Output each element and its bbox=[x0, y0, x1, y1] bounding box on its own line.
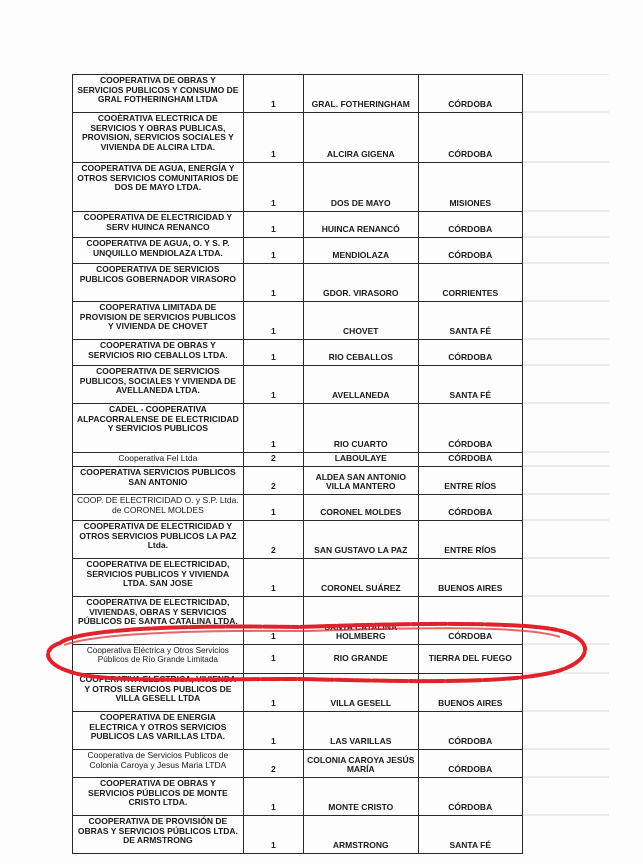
table-row bbox=[73, 75, 523, 113]
cooperative-name-cell: COOPERATIVA DE SERVICIOS PUBLICOS GOBERNADOR VIRASORO bbox=[73, 264, 244, 302]
table-row bbox=[73, 113, 523, 163]
cooperative-name-cell: COOPERATIVA DE ELECTRICIDAD, SERVICIOS PUBLICOS Y VIVIENDA LTDA. SAN JOSE bbox=[73, 559, 244, 597]
table-row bbox=[73, 340, 523, 366]
cooperatives-table bbox=[72, 74, 523, 854]
table-row bbox=[73, 521, 523, 559]
cooperative-name-cell: COOPERATIVA SERVICIOS PUBLICOS SAN ANTONIO bbox=[73, 467, 244, 495]
locality-cell: AVELLANEDA bbox=[304, 366, 419, 404]
quantity-cell: 1 bbox=[243, 212, 303, 238]
table-row bbox=[73, 366, 523, 404]
quantity-cell: 1 bbox=[243, 163, 303, 212]
quantity-cell: 1 bbox=[243, 495, 303, 521]
table-row bbox=[73, 467, 523, 495]
cooperative-name-cell: COOPERATIVA DE ELECTRICIDAD Y SERV HUINCA RENANCO bbox=[73, 212, 244, 238]
table-row bbox=[73, 238, 523, 264]
table-row bbox=[73, 597, 523, 645]
table-row bbox=[73, 712, 523, 750]
quantity-cell: 1 bbox=[243, 238, 303, 264]
province-cell: TIERRA DEL FUEGO bbox=[418, 645, 522, 674]
table-row bbox=[73, 559, 523, 597]
quantity-cell: 1 bbox=[243, 674, 303, 712]
cooperative-name-cell: COOPERATIVA DE ELECTRICIDAD, VIVIENDAS, OBRAS Y SERVICIOS PÚBLICOS DE SANTA CATALINA LTDA. bbox=[73, 597, 244, 645]
locality-cell: LABOULAYE bbox=[304, 453, 419, 467]
cooperative-name-cell: COOPERATIVA ELECTRICA, VIVIENDA Y OTROS SERVICIOS PUBLICOS DE VILLA GESELL LTDA bbox=[73, 674, 244, 712]
quantity-cell: 2 bbox=[243, 521, 303, 559]
cooperative-name-cell: COOP. DE ELECTRICIDAD O. y S.P. Ltda. de CORONEL MOLDES bbox=[73, 495, 244, 521]
province-cell: CÓRDOBA bbox=[418, 495, 522, 521]
cooperative-name-cell: Cooperativa Fel Ltda bbox=[73, 453, 244, 467]
cooperative-name-cell: COOPERATIVA DE OBRAS Y SERVICIOS RIO CEBALLOS LTDA. bbox=[73, 340, 244, 366]
locality-cell: CHOVET bbox=[304, 302, 419, 340]
cooperative-name-cell: COOPERATIVA DE ENERGIA ELECTRICA Y OTROS SERVICIOS PUBLICOS LAS VARILLAS LTDA. bbox=[73, 712, 244, 750]
cooperative-name-cell: COOÈRATIVA ELECTRICA DE SERVICIOS Y OBRAS PUBLICAS, PROVISION, SERVICIOS SOCIALES Y VIVIENDA DE ALCIRA LTDA. bbox=[73, 113, 244, 163]
quantity-cell: 2 bbox=[243, 750, 303, 778]
province-cell: CÓRDOBA bbox=[418, 238, 522, 264]
table-row bbox=[73, 404, 523, 453]
quantity-cell: 1 bbox=[243, 712, 303, 750]
table-row bbox=[73, 495, 523, 521]
province-cell: CÓRDOBA bbox=[418, 75, 522, 113]
table-row bbox=[73, 778, 523, 816]
locality-cell: ALCIRA GIGENA bbox=[304, 113, 419, 163]
quantity-cell: 1 bbox=[243, 597, 303, 645]
table-body bbox=[73, 75, 523, 854]
province-cell: CÓRDOBA bbox=[418, 113, 522, 163]
extra-column-lines bbox=[523, 74, 609, 836]
locality-cell: CORONEL MOLDES bbox=[304, 495, 419, 521]
table-row bbox=[73, 212, 523, 238]
quantity-cell: 2 bbox=[243, 453, 303, 467]
table-row bbox=[73, 163, 523, 212]
province-cell: CÓRDOBA bbox=[418, 404, 522, 453]
table-row bbox=[73, 750, 523, 778]
quantity-cell: 1 bbox=[243, 366, 303, 404]
locality-cell: ALDEA SAN ANTONIO VILLA MANTERO bbox=[304, 467, 419, 495]
locality-cell: ARMSTRONG bbox=[304, 816, 419, 854]
locality-cell: MENDIOLAZA bbox=[304, 238, 419, 264]
province-cell: MISIONES bbox=[418, 163, 522, 212]
quantity-cell: 1 bbox=[243, 340, 303, 366]
locality-cell: GRAL. FOTHERINGHAM bbox=[304, 75, 419, 113]
cooperative-name-cell: COOPERATIVA DE PROVISIÓN DE OBRAS Y SERVICIOS PÚBLICOS LTDA. DE ARMSTRONG bbox=[73, 816, 244, 854]
quantity-cell: 1 bbox=[243, 404, 303, 453]
table-row bbox=[73, 816, 523, 854]
province-cell: CÓRDOBA bbox=[418, 712, 522, 750]
province-cell: ENTRE RÍOS bbox=[418, 521, 522, 559]
locality-cell: CORONEL SUÁREZ bbox=[304, 559, 419, 597]
province-cell: CÓRDOBA bbox=[418, 778, 522, 816]
cooperative-name-cell: COOPERATIVA DE OBRAS Y SERVICIOS PÚBLICOS DE MONTE CRISTO LTDA. bbox=[73, 778, 244, 816]
cooperative-name-cell: Cooperativa Eléctrica y Otros Servicios Públicos de Río Grande Limitada bbox=[73, 645, 244, 674]
cooperative-name-cell: COOPERATIVA DE ELECTRICIDAD Y OTROS SERVICIOS PUBLICOS LA PAZ Ltda. bbox=[73, 521, 244, 559]
cooperative-name-cell: Cooperativa de Servicios Publicos de Colonia Caroya y Jesus Maria LTDA bbox=[73, 750, 244, 778]
province-cell: BUENOS AIRES bbox=[418, 559, 522, 597]
quantity-cell: 1 bbox=[243, 778, 303, 816]
province-cell: SANTA FÉ bbox=[418, 366, 522, 404]
cooperative-name-cell: CADEL - COOPERATIVA ALPACORRALENSE DE ELECTRICIDAD Y SERVICIOS PUBLICOS bbox=[73, 404, 244, 453]
locality-cell: MONTE CRISTO bbox=[304, 778, 419, 816]
locality-cell: HUINCA RENANCÓ bbox=[304, 212, 419, 238]
cooperative-name-cell: COOPERATIVA DE AGUA, O. Y S. P. UNQUILLO MENDIOLAZA LTDA. bbox=[73, 238, 244, 264]
quantity-cell: 1 bbox=[243, 559, 303, 597]
table-row bbox=[73, 674, 523, 712]
quantity-cell: 1 bbox=[243, 75, 303, 113]
province-cell: ENTRE RÍOS bbox=[418, 467, 522, 495]
locality-cell: RIO GRANDE bbox=[304, 645, 419, 674]
quantity-cell: 1 bbox=[243, 113, 303, 163]
locality-cell: COLONIA CAROYA JESÚS MARÍA bbox=[304, 750, 419, 778]
province-cell: CÓRDOBA bbox=[418, 750, 522, 778]
cooperative-name-cell: COOPERATIVA DE SERVICIOS PUBLICOS, SOCIALES Y VIVIENDA DE AVELLANEDA LTDA. bbox=[73, 366, 244, 404]
quantity-cell: 1 bbox=[243, 264, 303, 302]
cooperative-name-cell: COOPERATIVA DE AGUA, ENERGÍA Y OTROS SERVICIOS COMUNITARIOS DE DOS DE MAYO LTDA. bbox=[73, 163, 244, 212]
locality-cell: SANTA CATALINA HOLMBERG bbox=[304, 597, 419, 645]
quantity-cell: 2 bbox=[243, 467, 303, 495]
cooperative-name-cell: COOPERATIVA DE OBRAS Y SERVICIOS PUBLICOS Y CONSUMO DE GRAL FOTHERINGHAM LTDA bbox=[73, 75, 244, 113]
table-row bbox=[73, 264, 523, 302]
locality-cell: SAN GUSTAVO LA PAZ bbox=[304, 521, 419, 559]
locality-cell: RIO CEBALLOS bbox=[304, 340, 419, 366]
province-cell: CORRIENTES bbox=[418, 264, 522, 302]
quantity-cell: 1 bbox=[243, 302, 303, 340]
locality-cell: VILLA GESELL bbox=[304, 674, 419, 712]
quantity-cell: 1 bbox=[243, 816, 303, 854]
province-cell: SANTA FÉ bbox=[418, 302, 522, 340]
province-cell: SANTA FÉ bbox=[418, 816, 522, 854]
province-cell: CÓRDOBA bbox=[418, 212, 522, 238]
table-row-highlighted bbox=[73, 645, 523, 674]
table-row bbox=[73, 453, 523, 467]
province-cell: CÓRDOBA bbox=[418, 597, 522, 645]
locality-cell: GDOR. VIRASORO bbox=[304, 264, 419, 302]
locality-cell: DOS DE MAYO bbox=[304, 163, 419, 212]
province-cell: BUENOS AIRES bbox=[418, 674, 522, 712]
locality-cell: LAS VARILLAS bbox=[304, 712, 419, 750]
cooperative-name-cell: COOPERATIVA LIMITADA DE PROVISION DE SERVICIOS PUBLICOS Y VIVIENDA DE CHOVET bbox=[73, 302, 244, 340]
locality-cell: RIO CUARTO bbox=[304, 404, 419, 453]
province-cell: CÓRDOBA bbox=[418, 340, 522, 366]
table-row bbox=[73, 302, 523, 340]
quantity-cell: 1 bbox=[243, 645, 303, 674]
province-cell: CÓRDOBA bbox=[418, 453, 522, 467]
